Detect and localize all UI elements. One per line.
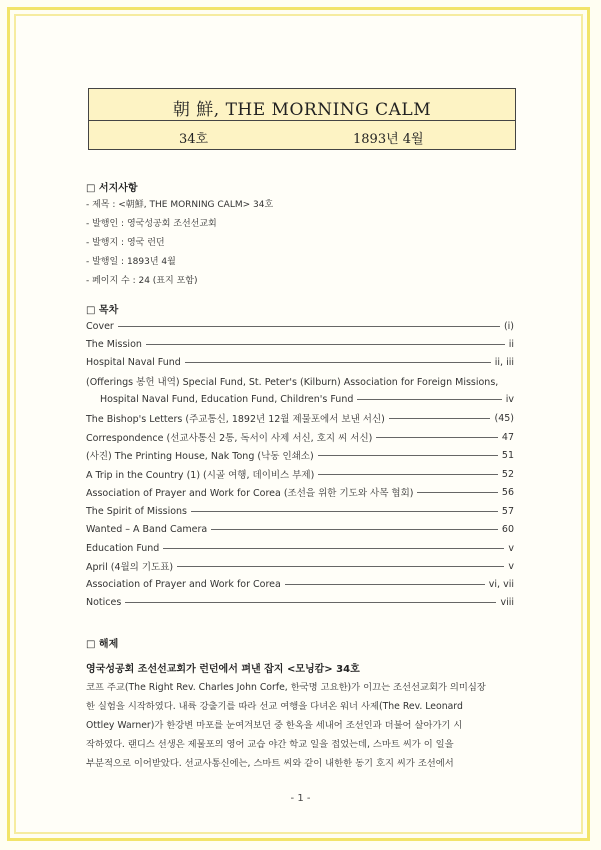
toc-entry	[100, 391, 514, 407]
toc-entry-title: Correspondence (선교사통신 2통, 독서이 사제 서신, 호지 씨 서신)	[86, 433, 373, 444]
toc-leader	[163, 548, 504, 549]
toc-heading: □ 목차	[86, 305, 119, 316]
toc-entry-page: 52	[501, 468, 514, 480]
toc-leader	[285, 584, 485, 585]
toc-entry-page: (i)	[503, 320, 514, 332]
toc-entry-page: 51	[501, 449, 514, 461]
page-number: - 1 -	[290, 793, 311, 804]
toc-leader	[191, 511, 498, 512]
toc-entry	[86, 594, 514, 610]
document-title: 朝 鮮, THE MORNING CALM	[172, 100, 432, 120]
toc-entry-page: viii	[500, 596, 514, 608]
toc-leader	[177, 566, 504, 567]
analysis-paragraph-line: 작하였다. 랜디스 선생은 제물포의 영어 교습 야간 학교 일을 접었는데, 스마트 씨가 이 일을	[86, 739, 454, 750]
toc-entry-title: The Spirit of Missions	[86, 505, 188, 517]
bibliography-item: - 발행인 : 영국성공회 조선선교회	[86, 219, 217, 229]
title-box	[88, 88, 516, 150]
analysis-paragraph-line: 부분적으로 이어받았다. 선교사통신에는, 스마트 씨와 같이 내한한 동기 호지 씨가 조선에서	[86, 758, 454, 769]
analysis-paragraph-line: Ottley Warner)가 한강변 마포를 눈여겨보던 중 한옥을 세내어 조선인과 더불어 살아가기 시	[86, 720, 463, 731]
toc-leader	[357, 399, 501, 400]
toc-entry-title: The Mission	[86, 338, 142, 350]
toc-entry-title: (Offerings 봉헌 내역) Special Fund, St. Peter's (Kilburn) Association for Foreign Missions,	[86, 377, 499, 388]
toc-entry	[86, 429, 514, 445]
toc-entry	[86, 576, 514, 592]
toc-entry	[86, 318, 514, 334]
toc-entry-title: Education Fund	[86, 542, 160, 554]
toc-entry-page: 47	[501, 431, 514, 443]
title-divider	[89, 120, 515, 121]
toc-leader	[318, 455, 498, 456]
toc-entry-title: April (4월의 기도표)	[86, 562, 174, 573]
toc-entry-page: 60	[501, 523, 514, 535]
bibliography-item: - 제목 : <朝鮮, THE MORNING CALM> 34호	[86, 200, 274, 210]
toc-entry-title: (사진) The Printing House, Nak Tong (낙동 인쇄소)	[86, 451, 314, 462]
analysis-heading: □ 해제	[86, 639, 119, 650]
toc-entry-title: Hospital Naval Fund	[86, 356, 181, 368]
toc-entry	[86, 540, 514, 556]
toc-leader	[211, 529, 498, 530]
issue-number: 34호	[179, 132, 209, 147]
toc-entry-page: iv	[505, 393, 514, 405]
toc-entry-page: 56	[501, 486, 514, 498]
toc-entry-page: ii, iii	[494, 356, 514, 368]
toc-entry	[86, 521, 514, 537]
toc-leader	[125, 602, 496, 603]
toc-leader	[146, 344, 505, 345]
toc-entry	[86, 354, 514, 370]
toc-entry-title: Notices	[86, 596, 122, 608]
toc-entry-title: The Bishop's Letters (주교통신, 1892년 12월 제물포에서 보낸 서신)	[86, 414, 385, 425]
toc-leader	[389, 418, 491, 419]
toc-entry	[86, 373, 514, 389]
toc-entry-title: Cover	[86, 320, 114, 332]
toc-entry-title: A Trip in the Country (1) (시골 여행, 데이비스 부제)	[86, 470, 315, 481]
bibliography-item: - 페이지 수 : 24 (표지 포함)	[86, 276, 198, 286]
analysis-subtitle: 영국성공회 조선선교회가 런던에서 펴낸 잡지 <모닝캄> 34호	[86, 664, 360, 675]
toc-entry-page: v	[508, 560, 514, 572]
toc-entry	[86, 447, 514, 463]
toc-entry	[86, 410, 514, 426]
analysis-paragraph-line: 한 실험을 시작하였다. 내륙 강출기를 따라 선교 여행을 다녀온 워너 사제(The Rev. Leonard	[86, 701, 463, 712]
toc-entry	[86, 466, 514, 482]
toc-leader	[118, 326, 500, 327]
toc-entry	[86, 558, 514, 574]
toc-entry-title: Association of Prayer and Work for Corea	[86, 578, 281, 590]
toc-leader	[318, 474, 498, 475]
toc-entry-title: Hospital Naval Fund, Education Fund, Children's Fund	[100, 393, 354, 405]
bibliography-heading: □ 서지사항	[86, 183, 138, 194]
toc-entry-page: ii	[508, 338, 514, 350]
bibliography-item: - 발행일 : 1893년 4월	[86, 257, 176, 267]
toc-entry-title: Association of Prayer and Work for Corea (조선을 위한 기도와 사목 협회)	[86, 488, 414, 499]
toc-entry-page: (45)	[494, 412, 514, 424]
toc-entry-page: v	[508, 542, 514, 554]
toc-entry	[86, 503, 514, 519]
toc-entry-page: vi, vii	[488, 578, 514, 590]
analysis-paragraph-line: 코프 주교(The Right Rev. Charles John Corfe, 한국명 고요한)가 이끄는 조선선교회가 의미심장	[86, 682, 486, 693]
toc-leader	[185, 362, 491, 363]
toc-entry	[86, 484, 514, 500]
toc-leader	[376, 437, 498, 438]
toc-entry-page: 57	[501, 505, 514, 517]
bibliography-item: - 발행지 : 영국 런던	[86, 238, 165, 248]
toc-entry-title: Wanted – A Band Camera	[86, 523, 208, 535]
toc-leader	[417, 492, 497, 493]
issue-date: 1893년 4월	[353, 132, 424, 147]
toc-entry	[86, 336, 514, 352]
